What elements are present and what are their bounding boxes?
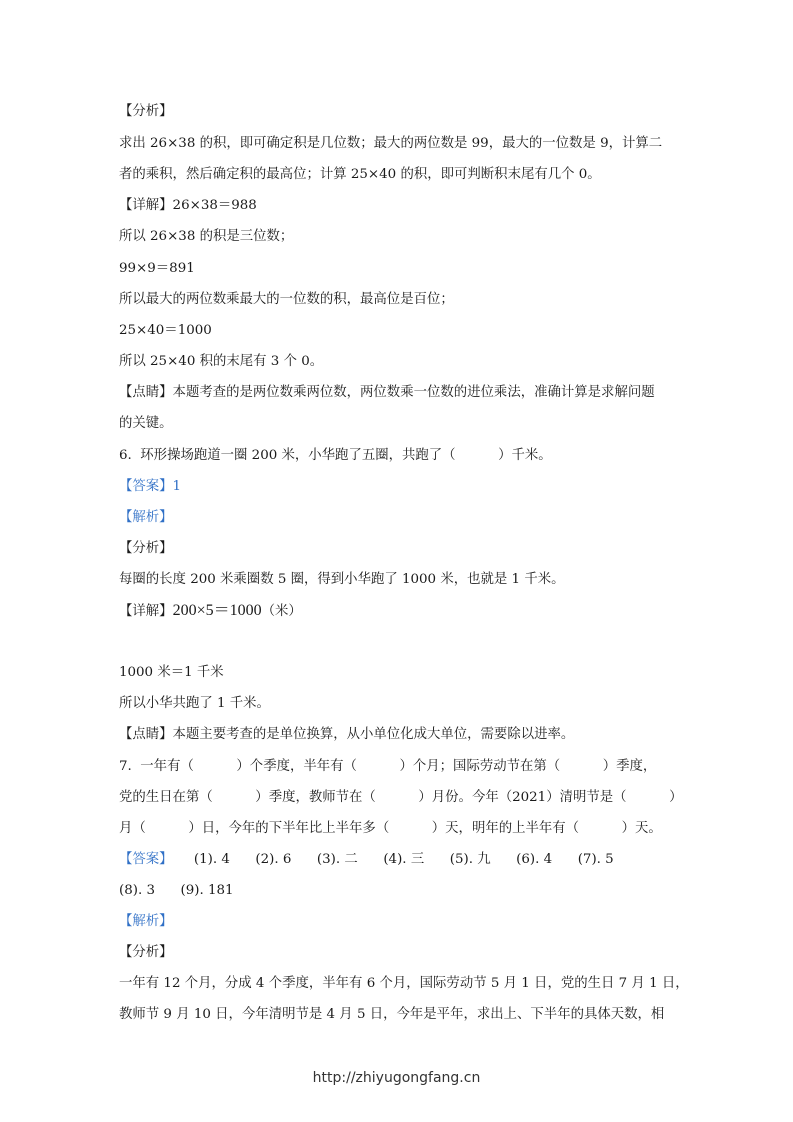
detail-formula: 200×5＝1000 [172,602,262,619]
text-line: 每圈的长度 200 米乘圈数 5 圈，得到小华跑了 1000 米，也就是 1 千米。 [119,572,565,587]
text-line: 者的乘积，然后确定积的最高位；计算 25×40 的积，即可判断积末尾有几个 0。 [119,167,601,182]
text-line: 【解析】 [119,510,173,525]
text-line: 所以小华共跑了 1 千米。 [119,696,270,711]
text-line: 【解析】 [119,914,173,929]
text-line: 所以最大的两位数乘最大的一位数的积，最高位是百位； [119,292,454,307]
text-line: 【详解】26×38＝988 [119,198,257,213]
text-line: 【分析】 [119,104,173,119]
text-line: 所以 26×38 的积是三位数； [119,229,294,244]
text-line: 【分析】 [119,945,173,960]
text-line: 的关键。 [119,416,173,431]
text-line: 1000 米＝1 千米 [119,665,224,680]
footer-url[interactable]: http://zhiyugongfang.cn [312,1070,481,1086]
answer-line-q7 [119,850,683,870]
answer-label: 【答案】 [119,852,173,867]
text-line: 教师节 9 月 10 日，今年清明节是 4 月 5 日，今年是平年，求出上、下半年的具体天数，相 [119,1007,665,1022]
text-line: 99×9＝891 [119,261,195,276]
text-line: 【分析】 [119,541,173,556]
text-line: 求出 26×38 的积，即可确定积是几位数；最大的两位数是 99，最大的一位数是 9，计算二 [119,136,663,151]
text-line: 7. 一年有（ ）个季度，半年有（ ）个月；国际劳动节在第（ ）季度， [119,759,657,774]
text-line: 25×40＝1000 [119,323,212,338]
text-line: (8). 3 (9). 181 [119,883,234,898]
text-line: 【点睛】本题考查的是两位数乘两位数，两位数乘一位数的进位乘法，准确计算是求解问题 [119,385,655,400]
text-line: 【答案】1 [119,479,182,494]
answer-items: (1). 4 (2). 6 (3). 二 (4). 三 (5). 九 (6). 4 (7). 5 [172,852,614,867]
text-line: 【点睛】本题主要考查的是单位换算，从小单位化成大单位，需要除以进率。 [119,727,575,742]
text-line: 6. 环形操场跑道一圈 200 米，小华跑了五圈，共跑了（ ）千米。 [119,448,552,463]
text-line: 月（ ）日，今年的下半年比上半年多（ ）天，明年的上半年有（ ）天。 [119,821,662,836]
text-line: 党的生日在第（ ）季度，教师节在（ ）月份。今年（2021）清明节是（ ） [119,790,683,805]
detail-label: 【详解】 [119,604,173,619]
detail-unit: （米） [261,604,302,619]
detail-line-q6 [119,601,683,622]
text-line: 一年有 12 个月，分成 4 个季度，半年有 6 个月，国际劳动节 5 月 1 日，党的生日 7 月 1 日， [119,976,689,991]
text-line: 所以 25×40 积的末尾有 3 个 0。 [119,354,324,369]
